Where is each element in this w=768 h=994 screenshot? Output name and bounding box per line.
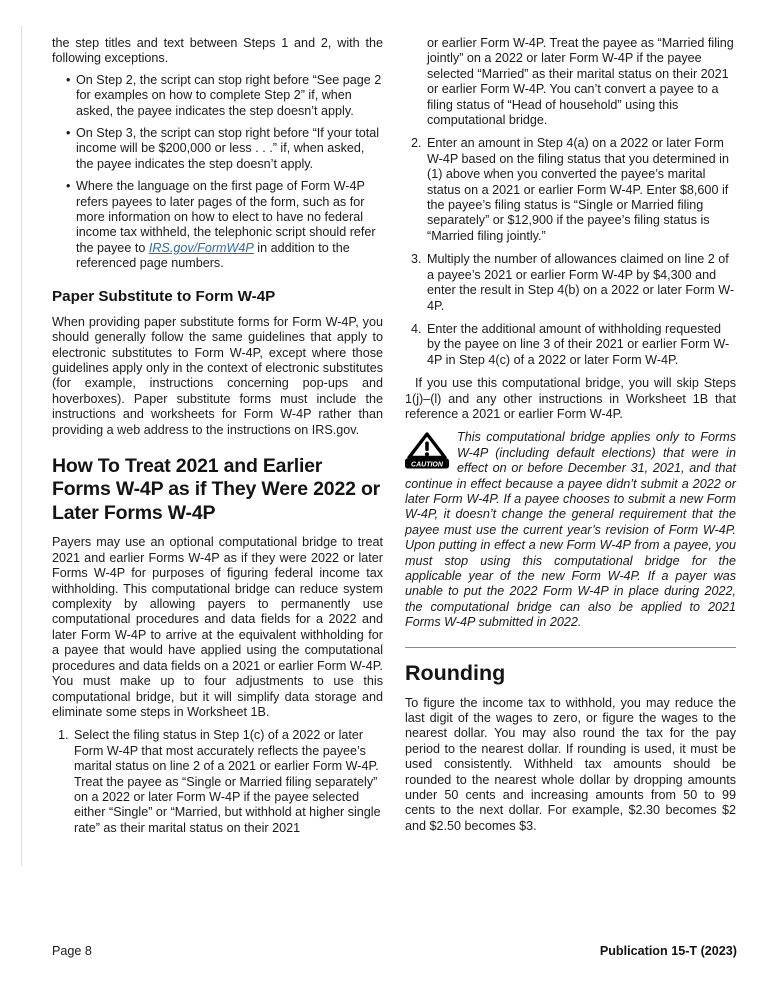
item-1-continuation: or earlier Form W-4P. Treat the payee as “Married filing jointly” on a 2022 or later Form W-4P if the payee selected “Married” as their marital status on their 2021 or earlier Form W-4P. You can’t convert a payee to a filing status of “Head of household” using this computational bridge. bbox=[427, 36, 734, 128]
section-divider bbox=[405, 647, 736, 648]
skip-steps-paragraph: If you use this computational bridge, you will skip Steps 1(j)–(l) and any other instructions in Worksheet 1B that reference a 2021 or earlier Form W-4P. bbox=[405, 376, 736, 421]
numbered-item-2 bbox=[411, 136, 736, 244]
bullet-marker-icon: • bbox=[66, 126, 71, 141]
bullet-text: On Step 3, the script can stop right before “If your total income will be $200,000 or less . . .” if, when asked, the payee indicates the step doesn’t apply. bbox=[76, 126, 380, 171]
numbered-item-3 bbox=[411, 252, 736, 314]
two-column-layout bbox=[52, 36, 736, 844]
section-heading-how-to-treat: How To Treat 2021 and Earlier Forms W-4P as if They Were 2022 or Later Forms W-4P bbox=[52, 454, 381, 524]
page-footer bbox=[52, 944, 737, 958]
caution-icon bbox=[405, 432, 449, 469]
scan-artifact-line bbox=[21, 26, 22, 866]
caution-note bbox=[405, 430, 736, 630]
footer-page-number: Page 8 bbox=[52, 944, 92, 958]
bullet-text: On Step 2, the script can stop right before “See page 2 for examples on how to complete Step 2” if, when asked, the payee indicates the step doesn’t apply. bbox=[76, 72, 382, 118]
bullet-marker-icon: • bbox=[66, 72, 71, 87]
list-text: Enter an amount in Step 4(a) on a 2022 or later Form W-4P based on the filing status that you determined in (1) above when you converted the payee’s marital status on a 2021 or earlier Form W-4P. Enter $8,600 if the payee’s filing status is “Single or Married filing separately” or $12,900 if the payee’s filing status is “Married filing jointly.” bbox=[427, 136, 729, 243]
intro-paragraph: the step titles and text between Steps 1 and 2, with the following exceptions. bbox=[52, 36, 383, 66]
list-number: 1. bbox=[58, 728, 69, 743]
section-heading-rounding: Rounding bbox=[405, 660, 506, 685]
bullet-text-pre: Where the language on the first page of Form W-4P refers payees to later pages of the form, such as for more information on how to elect to have no federal income tax withheld, the telephonic script should refer the payee to bbox=[76, 179, 376, 255]
rounding-paragraph: To figure the income tax to withhold, you may reduce the last digit of the wages to zero, or figure the wages to the nearest dollar. You may also round the tax for the pay period to the nearest dollar. If rounding is used, it must be used consistently. Withheld tax amounts should be rounded to the nearest whole dollar by dropping amounts under 50 cents and increasing amounts from 50 to 99 cents to the next dollar. For example, $2.30 becomes $2 and $2.50 becomes $3. bbox=[405, 695, 736, 833]
bullet-text-post: in addition to the referenced page numbers. bbox=[76, 240, 350, 271]
list-number: 2. bbox=[411, 136, 422, 151]
left-column bbox=[52, 36, 383, 844]
bullet-text bbox=[76, 179, 383, 271]
bullet-marker-icon: • bbox=[66, 179, 71, 194]
numbered-item-4 bbox=[411, 322, 736, 368]
bullet-item bbox=[66, 73, 383, 119]
list-text: Enter the additional amount of withholding requested by the payee on line 3 of their 2021 or earlier Form W-4P in Step 4(c) of a 2022 or later Form W-4P. bbox=[427, 321, 730, 367]
bullet-item bbox=[66, 126, 383, 172]
list-number: 4. bbox=[411, 321, 422, 336]
footer-publication: Publication 15-T (2023) bbox=[599, 944, 737, 958]
how-to-treat-paragraph: Payers may use an optional computational bridge to treat 2021 and earlier Forms W-4P as if they were 2022 or later Forms W-4P for purposes of figuring federal income tax withholding. This computational bridge can reduce system complexity by allowing payers to permanently use computational procedures and data fields for a 2022 and later Form W-4P to arrive at the equivalent withholding for a payee that would have applied using the computational procedures and data fields on a 2021 or earlier Form W-4P. You must make up to four adjustments to use this computational bridge, but it will simplify data storage and eliminate some steps in Worksheet 1B. bbox=[52, 535, 383, 719]
paper-substitute-paragraph: When providing paper substitute forms for Form W-4P, you should generally follow the same guidelines that apply to electronic substitutes to Form W-4P, except where those guidelines apply only in the context of electronic substitutes (for example, instructions concerning pop-ups and hoverboxes). Paper substitute forms must include the instructions and worksheets for Form W-4P rather than providing a web address to the instructions on IRS.gov. bbox=[52, 314, 383, 437]
bullet-list bbox=[52, 73, 383, 272]
list-number: 3. bbox=[411, 252, 422, 267]
section-heading-paper-substitute: Paper Substitute to Form W-4P bbox=[52, 287, 276, 305]
caution-text: This computational bridge applies only to Forms W-4P (including default elections) that were in effect on or before December 31, 2021, and that continue in effect because a payee didn’t submit a 2022 or later Form W-4P. If a payee chooses to submit a new Form W-4P, it doesn’t change the general requirement that the payee must use the current year’s revision of Form W-4P. Upon putting in effect a new Form W-4P from a payee, you must stop using this computational bridge for the applicable year of the new Form W-4P. If a payer was unable to put the 2022 Form W-4P in place during 2022, the computational bridge can also be applied to 2021 Forms W-4P submitted in 2022. bbox=[405, 430, 736, 630]
bullet-item bbox=[66, 179, 383, 271]
caution-icon-label: CAUTION bbox=[411, 461, 443, 469]
list-text: Multiply the number of allowances claimed on line 2 of a payee’s 2021 or earlier Form W-4P by $4,300 and enter the result in Step 4(b) on a 2022 or later Form W-4P. bbox=[427, 252, 735, 313]
numbered-item-1 bbox=[58, 728, 383, 836]
right-column bbox=[405, 36, 736, 844]
irs-formw4p-link[interactable]: IRS.gov/FormW4P bbox=[148, 240, 254, 255]
list-text: Select the filing status in Step 1(c) of a 2022 or later Form W-4P that most accurately reflects the payee’s marital status on line 2 of a 2021 or earlier Form W-4P. Treat the payee as “Single or Married filing separately” on a 2022 or later Form W-4P if the payee selected either “Single” or “Married, but withhold at higher single rate” as their marital status on their 2021 bbox=[74, 728, 381, 835]
